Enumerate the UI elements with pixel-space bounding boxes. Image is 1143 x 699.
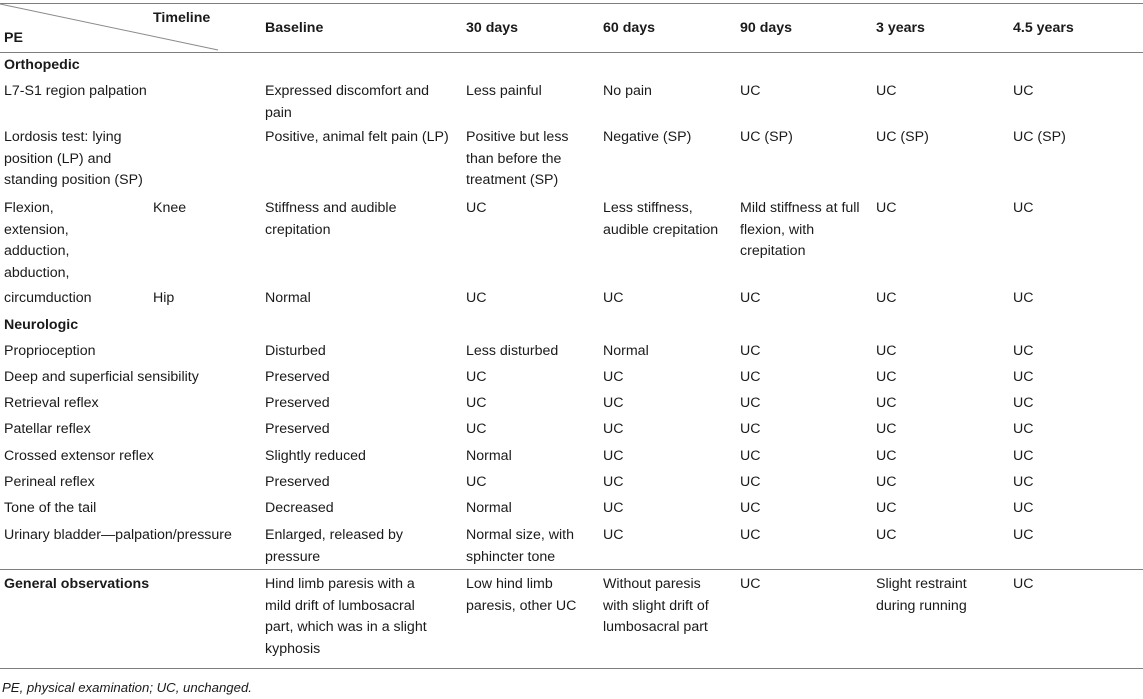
cell-30-days: UC (466, 290, 487, 306)
cell-3-years: UC (SP) (876, 129, 929, 145)
header-col-60-days: 60 days (603, 20, 656, 36)
cell-4-5-years: UC (1013, 474, 1034, 490)
cell-90-days: UC (SP) (740, 129, 793, 145)
cell-60-days: UC (603, 448, 624, 464)
header-col-90-days: 90 days (740, 20, 793, 36)
cell-baseline: Decreased (265, 500, 334, 516)
cell-3-years: UC (876, 343, 897, 359)
header-col-3-years: 3 years (876, 20, 925, 36)
cell-baseline: Positive, animal felt pain (LP) (265, 129, 449, 145)
cell-60-days: UC (603, 474, 624, 490)
cell-3-years: UC (876, 474, 897, 490)
general-rule (0, 569, 1143, 570)
row-label: Deep and superficial sensibility (4, 369, 199, 385)
cell-30-days: Low hind limb paresis, other UC (466, 576, 577, 614)
cell-3-years: UC (876, 200, 897, 216)
cell-60-days: Less stiffness, audible crepitation (603, 200, 719, 238)
cell-60-days: UC (603, 290, 624, 306)
cell-30-days: Normal (466, 500, 512, 516)
cell-4-5-years: UC (1013, 527, 1034, 543)
cell-4-5-years: UC (1013, 448, 1034, 464)
row-label: Urinary bladder—palpation/pressure (4, 527, 232, 543)
cell-90-days: UC (740, 290, 761, 306)
cell-90-days: UC (740, 369, 761, 385)
cell-baseline: Slightly reduced (265, 448, 366, 464)
row-label: Tone of the tail (4, 500, 97, 516)
row-label: Flexion, extension, adduction, abduction, (4, 200, 70, 281)
cell-90-days: Mild stiffness at full flexion, with crepitation (740, 200, 860, 259)
cell-60-days: UC (603, 395, 624, 411)
cell-90-days: UC (740, 527, 761, 543)
cell-4-5-years: UC (1013, 83, 1034, 99)
cell-baseline: Preserved (265, 369, 330, 385)
header-col-4-5-years: 4.5 years (1013, 20, 1074, 36)
cell-3-years: UC (876, 527, 897, 543)
header-timeline: Timeline (153, 10, 211, 26)
section-orthopedic: Orthopedic (4, 57, 80, 73)
cell-60-days: Normal (603, 343, 649, 359)
cell-3-years: UC (876, 500, 897, 516)
cell-90-days: UC (740, 474, 761, 490)
cell-30-days: Normal size, with sphincter tone (466, 527, 575, 565)
cell-3-years: UC (876, 83, 897, 99)
cell-3-years: UC (876, 290, 897, 306)
cell-90-days: UC (740, 576, 761, 592)
row-label: Crossed extensor reflex (4, 448, 154, 464)
row-sublabel-knee: Knee (153, 200, 187, 216)
cell-baseline: Disturbed (265, 343, 326, 359)
cell-baseline: Hind limb paresis with a mild drift of lumbosacral part, which was in a slight kyphosis (265, 576, 427, 657)
cell-90-days: UC (740, 395, 761, 411)
cell-baseline: Preserved (265, 474, 330, 490)
cell-4-5-years: UC (SP) (1013, 129, 1066, 145)
cell-30-days: UC (466, 474, 487, 490)
row-label: Perineal reflex (4, 474, 95, 490)
cell-baseline: Preserved (265, 395, 330, 411)
cell-4-5-years: UC (1013, 421, 1034, 437)
cell-60-days: No pain (603, 83, 652, 99)
cell-4-5-years: UC (1013, 343, 1034, 359)
cell-baseline: Normal (265, 290, 311, 306)
cell-3-years: UC (876, 448, 897, 464)
cell-30-days: Less painful (466, 83, 542, 99)
row-label: Patellar reflex (4, 421, 91, 437)
cell-baseline: Enlarged, released by pressure (265, 527, 404, 565)
row-label: Proprioception (4, 343, 96, 359)
section-neurologic: Neurologic (4, 317, 79, 333)
cell-4-5-years: UC (1013, 395, 1034, 411)
cell-baseline: Expressed discomfort and pain (265, 83, 430, 121)
row-label: Lordosis test: lying position (LP) and standing position (SP) (4, 129, 143, 188)
cell-30-days: Less disturbed (466, 343, 559, 359)
header-col-baseline: Baseline (265, 20, 324, 36)
row-sublabel-hip: Hip (153, 290, 175, 306)
cell-60-days: UC (603, 421, 624, 437)
cell-4-5-years: UC (1013, 576, 1034, 592)
row-label: Retrieval reflex (4, 395, 99, 411)
table-footnote: PE, physical examination; UC, unchanged. (2, 680, 252, 695)
section-general-observations: General observations (4, 576, 150, 592)
cell-90-days: UC (740, 500, 761, 516)
header-col-30-days: 30 days (466, 20, 519, 36)
cell-3-years: UC (876, 369, 897, 385)
cell-90-days: UC (740, 421, 761, 437)
cell-4-5-years: UC (1013, 290, 1034, 306)
cell-4-5-years: UC (1013, 200, 1034, 216)
header-rule (0, 52, 1143, 53)
cell-30-days: Normal (466, 448, 512, 464)
cell-30-days: Positive but less than before the treatment (SP) (466, 129, 569, 188)
header-pe: PE (4, 30, 23, 46)
cell-60-days: Negative (SP) (603, 129, 692, 145)
cell-60-days: Without paresis with slight drift of lumbosacral part (603, 576, 709, 635)
cell-90-days: UC (740, 343, 761, 359)
cell-90-days: UC (740, 448, 761, 464)
cell-3-years: UC (876, 421, 897, 437)
cell-4-5-years: UC (1013, 500, 1034, 516)
cell-30-days: UC (466, 200, 487, 216)
cell-30-days: UC (466, 369, 487, 385)
cell-baseline: Stiffness and audible crepitation (265, 200, 397, 238)
cell-90-days: UC (740, 83, 761, 99)
cell-60-days: UC (603, 527, 624, 543)
row-label: L7-S1 region palpation (4, 83, 147, 99)
table-bottom-rule (0, 668, 1143, 669)
cell-60-days: UC (603, 369, 624, 385)
cell-30-days: UC (466, 395, 487, 411)
cell-3-years: UC (876, 395, 897, 411)
cell-baseline: Preserved (265, 421, 330, 437)
cell-3-years: Slight restraint during running (876, 576, 967, 614)
cell-30-days: UC (466, 421, 487, 437)
cell-4-5-years: UC (1013, 369, 1034, 385)
cell-60-days: UC (603, 500, 624, 516)
row-label: circumduction (4, 290, 92, 306)
